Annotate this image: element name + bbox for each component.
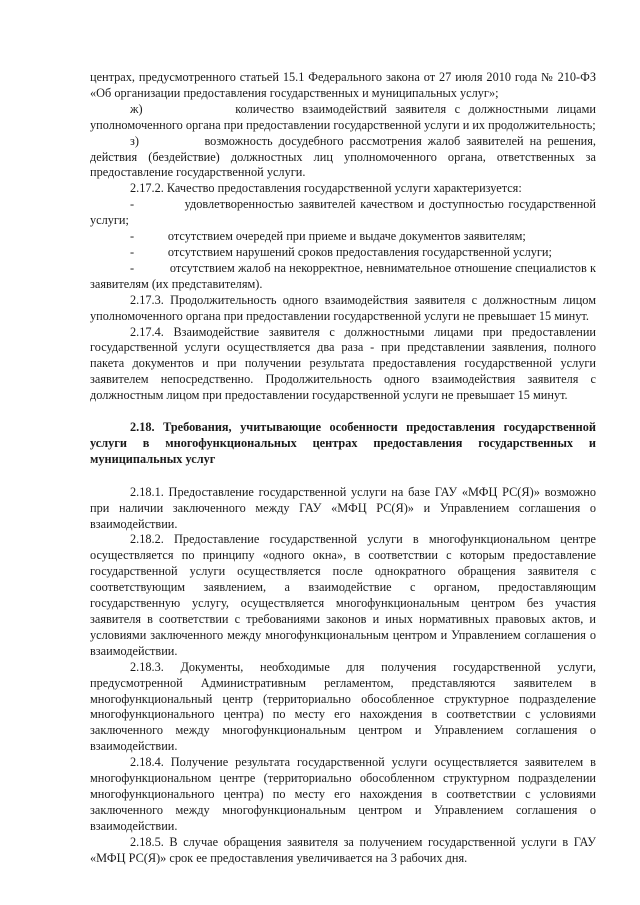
list-item-dash-3: - отсутствием нарушений сроков предоставления государственной услуги; bbox=[130, 244, 552, 259]
list-item-dash-1: - удовлетворенностью заявителей качеством и доступностью государственной услуги; bbox=[90, 197, 596, 228]
paragraph-2-17-4: 2.17.4. Взаимодействие заявителя с должностными лицами при предоставлении государственной услуги осуществляется два раза - при представлении заявления, полного пакета документов и при получении результата предоставления государственной услуги заявителем непосредственно. Продолжительность одного взаимодействия заявителя с должностным лицом при предоставлении государственной услуги не превышает 15 минут. bbox=[90, 324, 596, 403]
paragraph-2-17-3: 2.17.3. Продолжительность одного взаимодействия заявителя с должностным лицом уполномоченного органа при предоставлении государственной услуги не превышает 15 минут. bbox=[90, 292, 596, 323]
paragraph-2-18-5: 2.18.5. В случае обращения заявителя за получением государственной услуги в ГАУ «МФЦ РС(Я)» срок ее предоставления увеличивается на 3 рабочих дня. bbox=[90, 834, 596, 865]
list-item-z: з) возможность досудебного рассмотрения жалоб заявителей на решения, действия (бездействие) должностных лиц уполномоченного органа, ответственных за предоставление государственной услуги. bbox=[90, 133, 596, 180]
paragraph-2-18-1: 2.18.1. Предоставление государственной услуги на базе ГАУ «МФЦ РС(Я)» возможно при наличии заключенного между ГАУ «МФЦ РС(Я)» и Управлением соглашения о взаимодействии. bbox=[90, 484, 596, 531]
document-body bbox=[90, 70, 596, 867]
paragraph-2-17-2: 2.17.2. Качество предоставления государственной услуги характеризуется: bbox=[130, 181, 522, 196]
list-item-dash-4: - отсутствием жалоб на некорректное, невнимательное отношение специалистов к заявителям (их представителям). bbox=[90, 260, 596, 291]
list-item-zh: ж) количество взаимодействий заявителя с должностными лицами уполномоченного органа при предоставлении государственной услуги и их продолжительность; bbox=[90, 101, 596, 132]
paragraph-2-18-4: 2.18.4. Получение результата государственной услуги осуществляется заявителем в многофункциональном центре (территориально обособленном структурном подразделении многофункционального центра) по месту его нахождения в соответствии с условиями заключенного между многофункциональным центром и Управлением соглашения о взаимодействии. bbox=[90, 755, 596, 833]
paragraph-2-18-3: 2.18.3. Документы, необходимые для получения государственной услуги, предусмотренной Административным регламентом, представляются заявителем в многофункциональный центр (территориально обособленное структурное подразделение многофункционального центра) по месту его нахождения в соответствии с условиями заключенного между многофункциональным центром и Управлением соглашения о взаимодействии. bbox=[90, 659, 596, 754]
list-item-dash-2: - отсутствием очередей при приеме и выдаче документов заявителям; bbox=[130, 229, 526, 244]
paragraph-2-17-continuation: центрах, предусмотренного статьей 15.1 Федерального закона от 27 июля 2010 года № 210-ФЗ «Об организации предоставления государственных и муниципальных услуг»; bbox=[90, 70, 596, 100]
section-heading-2-18: 2.18. Требования, учитывающие особенности предоставления государственной услуги в многофункциональных центрах предоставления государственных и муниципальных услуг bbox=[90, 420, 596, 466]
paragraph-2-18-2: 2.18.2. Предоставление государственной услуги в многофункциональном центре осуществляется по принципу «одного окна», в соответствии с которым предоставление государственной услуги осуществляется после однократного обращения заявителя с соответствующим заявлением, а взаимодействие с органом, предоставляющим государственную услугу, осуществляется многофункциональным центром без участия заявителя в соответствии с требованиями законов и иных нормативных правовых актов, и условиями заключенного между многофункциональным центром и Управлением соглашения о взаимодействии. bbox=[90, 532, 596, 658]
